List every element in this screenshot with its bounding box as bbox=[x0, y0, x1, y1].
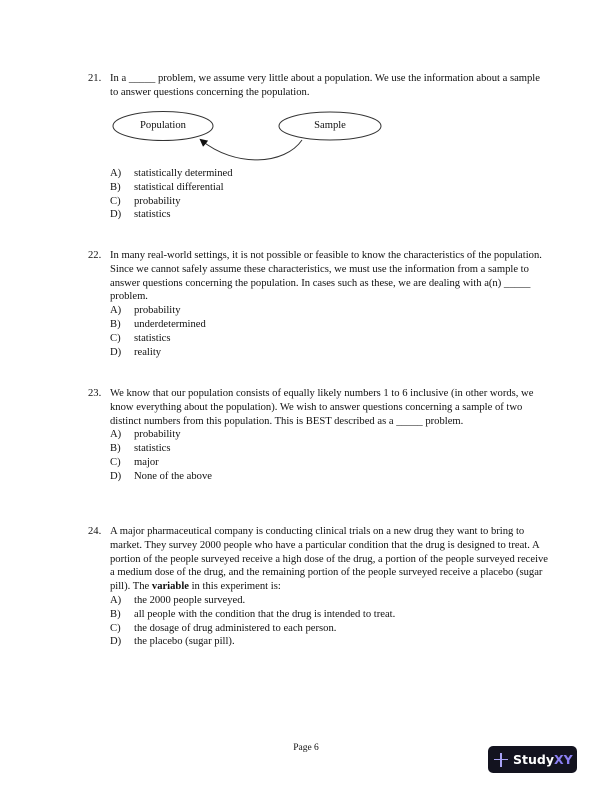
question-text-part: A major pharmaceutical company is conducting clinical trials on a new drug they want to bring to market. They survey 2000 people who have a particular condition that the drug is designed to treat. A portion of the people surveyed receive a high dose of the drug, a portion of the people surveyed receive a medium dose of the drug, and the remaining portion of the people surveyed receive a placebo (sugar pill). The bbox=[110, 526, 549, 593]
choice-c bbox=[88, 195, 233, 209]
choice-b bbox=[88, 608, 548, 622]
studyxy-badge[interactable] bbox=[488, 746, 577, 773]
choice-text: the 2000 people surveyed. bbox=[134, 594, 246, 606]
question-number: 22. bbox=[88, 250, 102, 261]
choice-d bbox=[88, 208, 233, 222]
question-23 bbox=[88, 387, 548, 484]
choice-letter: C) bbox=[110, 332, 121, 344]
choice-a bbox=[88, 167, 233, 181]
question-number: 21. bbox=[88, 73, 102, 84]
choice-text: statistical differential bbox=[134, 181, 224, 193]
choice-letter: A) bbox=[110, 168, 122, 179]
choice-b bbox=[88, 442, 548, 456]
question-number: 24. bbox=[88, 526, 102, 537]
choice-letter: B) bbox=[110, 318, 121, 330]
choice-text: the placebo (sugar pill). bbox=[134, 636, 235, 648]
brand-name bbox=[513, 753, 573, 767]
population-node-label: Population bbox=[140, 120, 186, 131]
choice-c bbox=[88, 456, 548, 470]
choice-d bbox=[88, 346, 548, 360]
choice-letter: A) bbox=[110, 429, 122, 441]
choice-text: probability bbox=[134, 195, 181, 207]
choice-text: major bbox=[134, 456, 159, 468]
question-text: In a _____ problem, we assume very little about a population. We use the information about a sample to answer questions concerning the population. bbox=[110, 73, 540, 98]
choice-text: probability bbox=[134, 429, 181, 441]
choice-letter: B) bbox=[110, 181, 121, 193]
choice-text: underdetermined bbox=[134, 318, 206, 330]
choice-text: statistics bbox=[134, 443, 171, 455]
answer-choices bbox=[88, 304, 548, 359]
question-text: In many real-world settings, it is not possible or feasible to know the characteristics of the population. Since we cannot safely assume these characteristics, we must use the information from a sample to answer questions concerning the population. In cases such as these, we are dealing with a(n) _____ problem. bbox=[110, 250, 542, 303]
answer-choices bbox=[88, 167, 233, 222]
choice-letter: A) bbox=[110, 594, 122, 606]
plus-icon bbox=[494, 753, 508, 767]
choice-c bbox=[88, 332, 548, 346]
choice-b bbox=[88, 318, 548, 332]
choice-d bbox=[88, 470, 548, 484]
question-text: We know that our population consists of equally likely numbers 1 to 6 inclusive (in other words, we know everything about the population). We wish to answer questions concerning a sample of two distinct numbers from this population. This is BEST described as a _____ problem. bbox=[110, 388, 534, 427]
question-stem bbox=[88, 72, 548, 100]
question-21 bbox=[88, 72, 548, 221]
question-number: 23. bbox=[88, 388, 102, 399]
question-stem bbox=[88, 525, 548, 594]
choice-a bbox=[88, 304, 548, 318]
brand-accent: XY bbox=[553, 751, 573, 767]
question-text-part: in this experiment is: bbox=[188, 581, 281, 593]
question-stem bbox=[88, 387, 548, 428]
choice-letter: D) bbox=[110, 346, 122, 358]
brand-main: Study bbox=[513, 751, 554, 767]
choice-text: statistically determined bbox=[134, 168, 233, 179]
choice-a bbox=[88, 428, 548, 442]
arrow-sample-to-population bbox=[201, 140, 302, 160]
choice-text: None of the above bbox=[134, 470, 212, 482]
choice-letter: C) bbox=[110, 195, 121, 207]
choice-a bbox=[88, 594, 548, 608]
sample-node-label: Sample bbox=[314, 120, 346, 131]
choice-letter: B) bbox=[110, 443, 121, 455]
choice-text: the dosage of drug administered to each person. bbox=[134, 622, 337, 634]
question-text bbox=[110, 526, 548, 592]
choice-letter: D) bbox=[110, 209, 122, 221]
answer-choices bbox=[88, 428, 548, 483]
choice-d bbox=[88, 635, 548, 649]
question-24 bbox=[88, 525, 548, 649]
choice-letter: A) bbox=[110, 305, 122, 317]
choice-b bbox=[88, 181, 233, 195]
page-number: Page 6 bbox=[293, 743, 319, 753]
choice-letter: D) bbox=[110, 470, 122, 482]
choice-letter: C) bbox=[110, 622, 121, 634]
choice-c bbox=[88, 622, 548, 636]
choice-text: statistics bbox=[134, 209, 171, 221]
answer-choices bbox=[88, 594, 548, 649]
choice-letter: B) bbox=[110, 608, 121, 620]
choice-text: all people with the condition that the drug is intended to treat. bbox=[134, 608, 396, 620]
question-22 bbox=[88, 249, 548, 359]
choice-text: probability bbox=[134, 305, 181, 317]
choice-text: reality bbox=[134, 346, 162, 358]
choice-letter: D) bbox=[110, 636, 122, 648]
question-stem bbox=[88, 249, 548, 304]
choice-text: statistics bbox=[134, 332, 171, 344]
emphasized-term: variable bbox=[151, 581, 189, 593]
choice-letter: C) bbox=[110, 456, 121, 468]
